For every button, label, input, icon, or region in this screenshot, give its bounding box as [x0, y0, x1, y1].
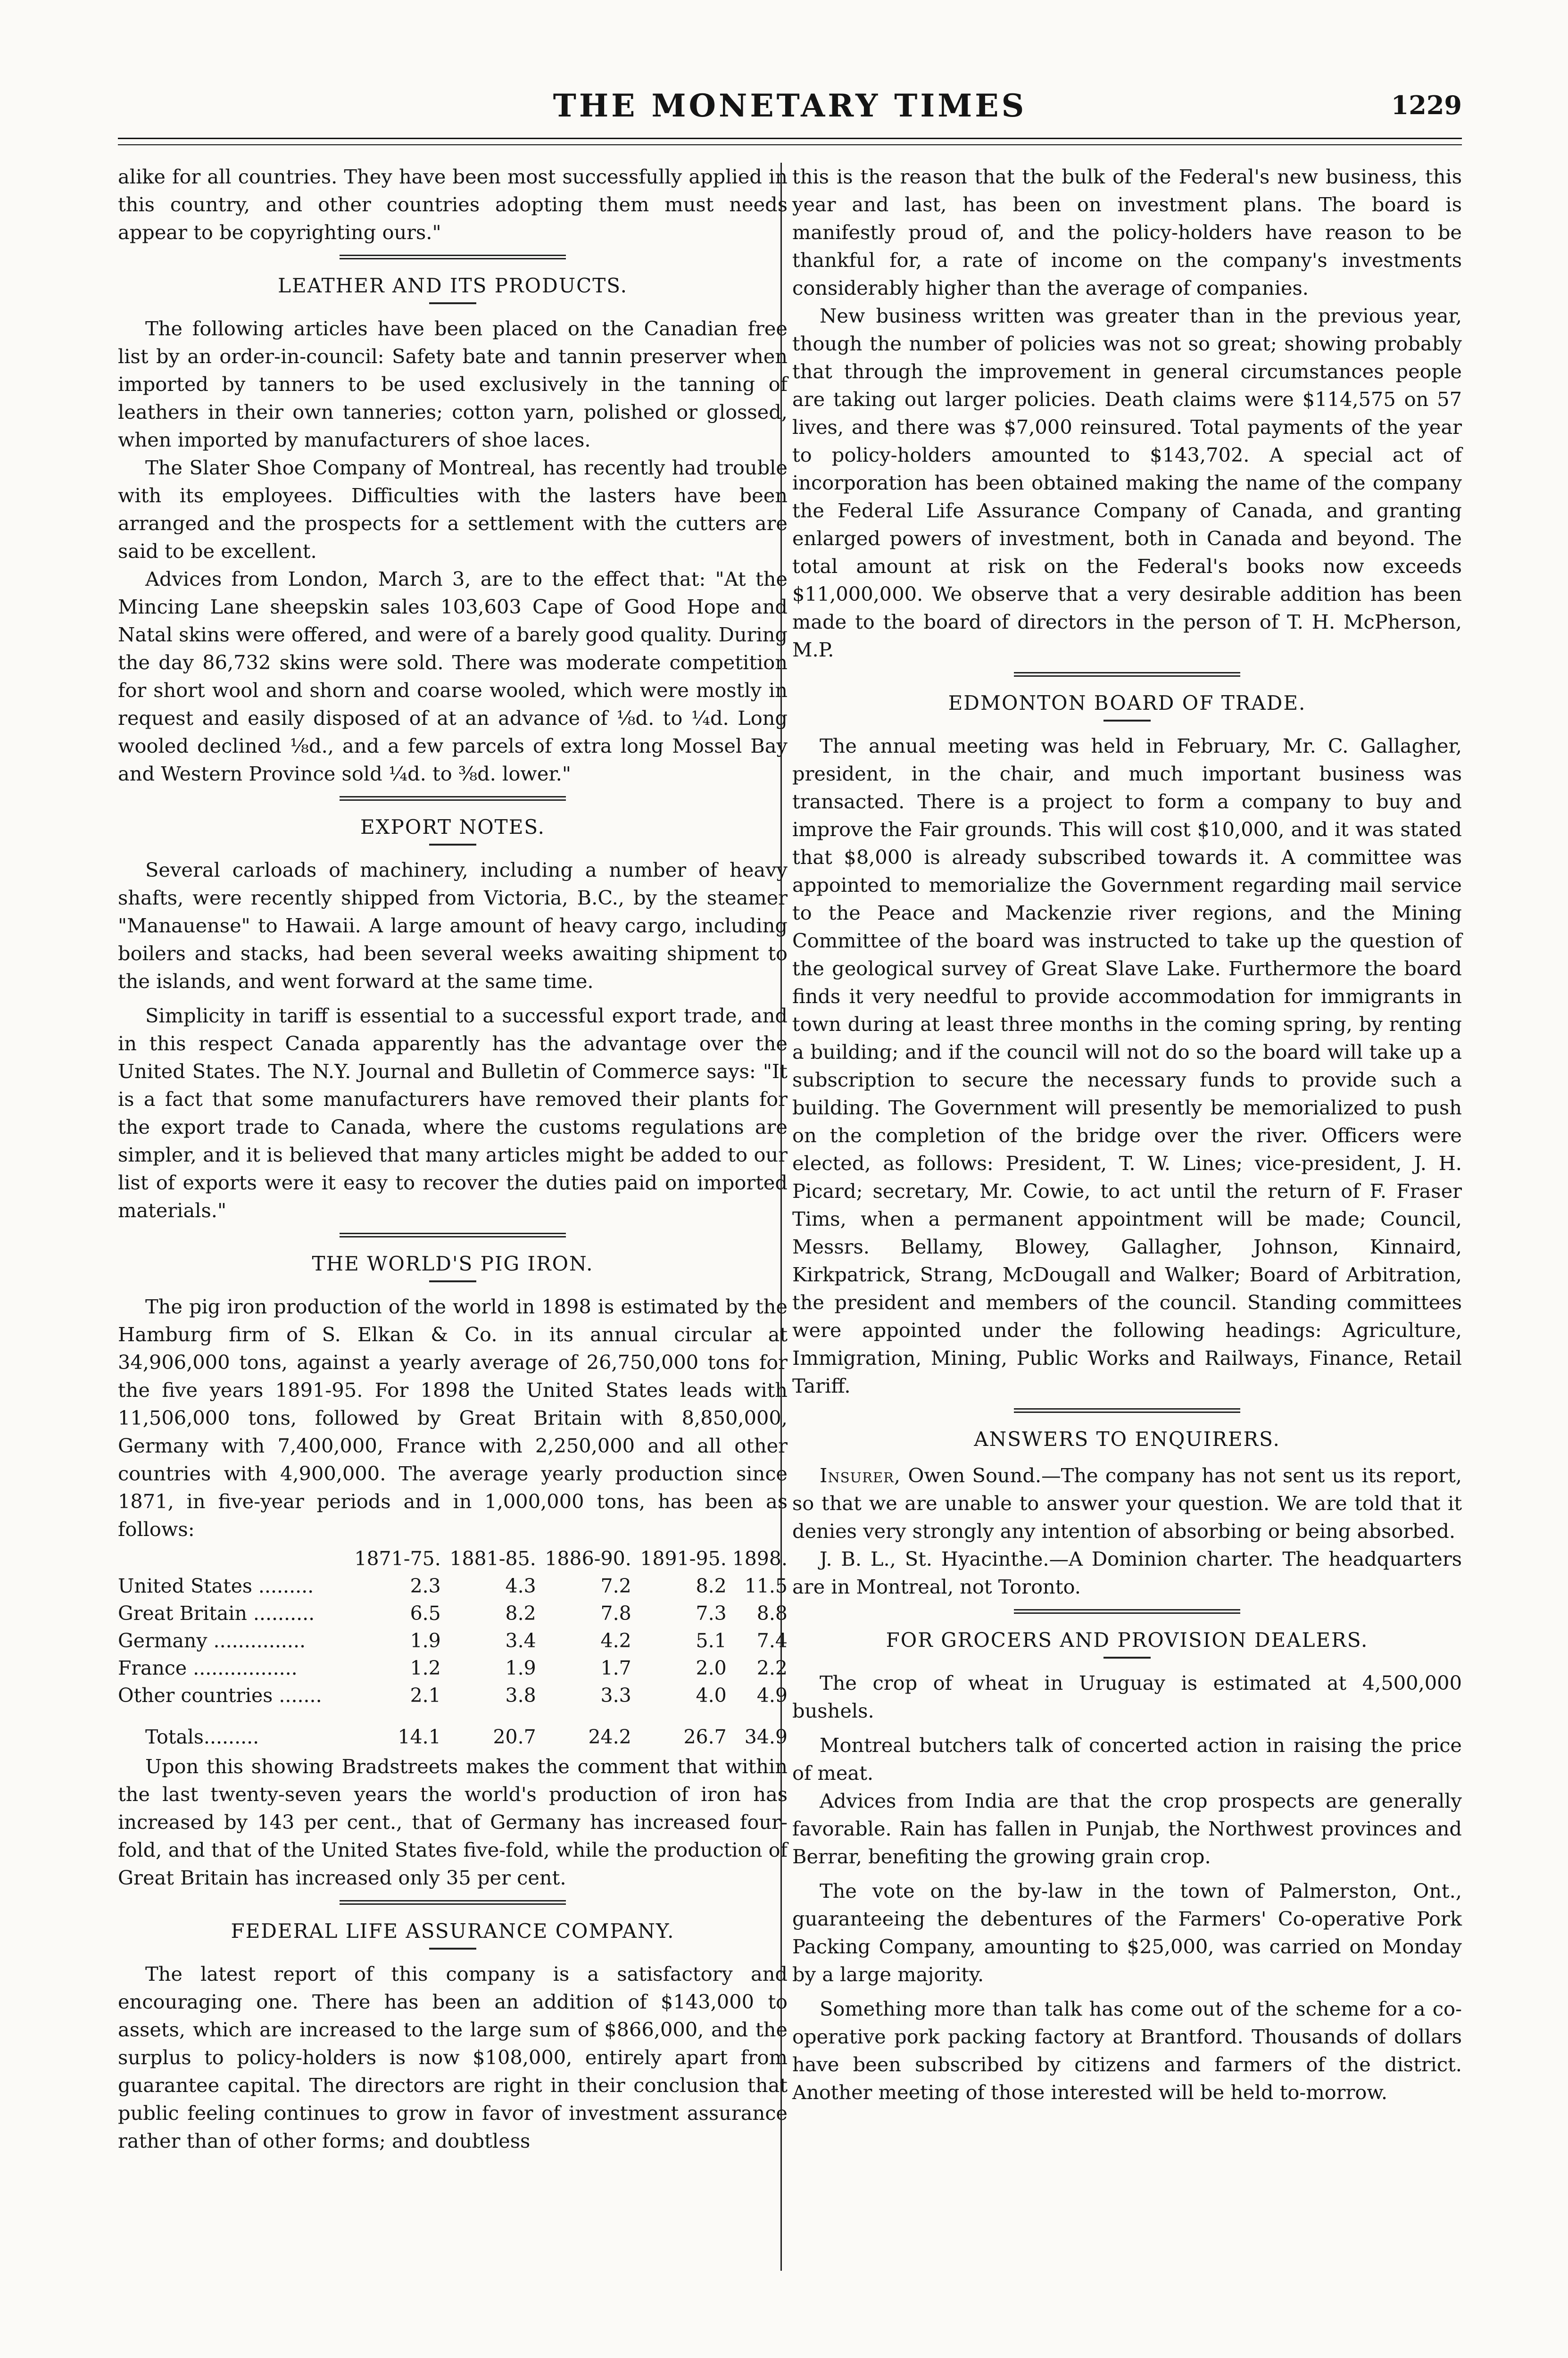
paragraph: The following articles have been placed on the Canadian free list by an order-in-council: Safety bate and tannin preserver when imported by tanners to be used exclusively in the tanning of leathers in their own tanneries; cotton yarn, polished or glossed, when imported by manufacturers of shoe laces. [118, 317, 788, 451]
table-cell: 7.4 [756, 1629, 788, 1652]
table-cell: 2.2 [756, 1657, 788, 1679]
table-cell: 14.1 [398, 1726, 441, 1748]
paragraph: Something more than talk has come out of the scheme for a co-operative pork packing factory at Brantford. Thousands of dollars have been subscribed by citizens and farmers of the district. Another meeting of those interested will be held to-morrow. [792, 1997, 1462, 2104]
table-cell: 8.8 [756, 1602, 788, 1625]
paragraph: The latest report of this company is a satisfactory and encouraging one. There has been an addition of $143,000 to assets, which are increased to the large sum of $866,000, and the surplus to policy-holders is now $108,000, entirely apart from guarantee capital. The directors are right in their conclusion that public feeling continues to grow in favor of investment assurance rather than of other forms; and doubtless [118, 1962, 788, 2152]
enquirer-name: Insurer, [820, 1464, 901, 1487]
table-cell: 3.4 [505, 1629, 536, 1652]
table-row [118, 1572, 788, 1600]
page-number: 1229 [1391, 90, 1462, 120]
paragraph: The Slater Shoe Company of Montreal, has recently had trouble with its employees. Difficulties with the lasters have been arranged and the prospects for a settlement with the cutters are said to be excellent. [118, 456, 788, 563]
table-cell: 34.9 [744, 1726, 788, 1748]
table-cell: 3.3 [600, 1684, 631, 1707]
right-column [792, 163, 1462, 2106]
section-heading-export: EXPORT NOTES. [360, 815, 545, 839]
column-header: 1886-90. [545, 1547, 631, 1570]
paragraph: Montreal butchers talk of concerted action in raising the price of meat. [792, 1734, 1462, 1785]
paragraph: The crop of wheat in Uruguay is estimated at 4,500,000 bushels. [792, 1671, 1462, 1722]
row-label: Totals......... [145, 1726, 259, 1748]
table-cell: 1.9 [410, 1629, 441, 1652]
column-header: 1871-75. [354, 1547, 441, 1570]
table-row [118, 1627, 788, 1654]
row-label: United States ......... [118, 1575, 314, 1597]
section-heading-edmonton: EDMONTON BOARD OF TRADE. [948, 691, 1306, 714]
section-heading-federal: FEDERAL LIFE ASSURANCE COMPANY. [231, 1919, 675, 1943]
section-heading-grocers: FOR GROCERS AND PROVISION DEALERS. [886, 1628, 1369, 1652]
heading-dash [1103, 720, 1151, 722]
table-row [118, 1654, 788, 1682]
table-cell: 11.5 [744, 1575, 788, 1597]
row-label: Germany ............... [118, 1629, 306, 1652]
section-separator [1014, 1408, 1240, 1413]
heading-dash [429, 1948, 476, 1950]
paragraph: Insurer, Owen Sound.—The company has not sent us its report, so that we are unable to answer your question. We are told that it denies very strongly any intention of absorbing or being absorbed. [792, 1464, 1462, 1543]
paragraph: Upon this showing Bradstreets makes the comment that within the last twenty-seven years the world's production of iron has increased by 143 per cent., that of Germany has increased four-fold, and that of the United States five-fold, while the production of Great Britain has increased only 35 per cent. [118, 1755, 788, 1889]
column-header: 1881-85. [449, 1547, 536, 1570]
header-rule-bottom [118, 144, 1462, 145]
table-row [118, 1682, 788, 1709]
section-separator [1014, 672, 1240, 677]
heading-dash [429, 1280, 476, 1282]
table-cell: 20.7 [493, 1726, 536, 1748]
table-cell: 4.9 [756, 1684, 788, 1707]
table-cell: 6.5 [410, 1602, 441, 1625]
section-separator [1014, 1609, 1240, 1614]
table-cell: 24.2 [588, 1726, 631, 1748]
paragraph: The pig iron production of the world in 1898 is estimated by the Hamburg firm of S. Elkan & Co. in its annual circular at 34,906,000 tons, against a yearly average of 26,750,000 tons for the five years 1891-95. For 1898 the United States leads with 11,506,000 tons, followed by Great Britain with 8,850,000, Germany with 7,400,000, France with 2,250,000 and all other countries with 4,900,000. The average yearly production since 1871, in five-year periods and in 1,000,000 tons, has been as follows: [118, 1295, 788, 1541]
paragraph: The vote on the by-law in the town of Palmerston, Ont., guaranteeing the debentures of the Farmers' Co-operative Pork Packing Company, amounting to $25,000, was carried on Monday by a large majority. [792, 1879, 1462, 1986]
paragraph: J. B. L., St. Hyacinthe.—A Dominion charter. The headquarters are in Montreal, not Toronto. [792, 1547, 1462, 1598]
table-row [118, 1600, 788, 1627]
page-header [118, 87, 1462, 125]
section-heading-answers: ANSWERS TO ENQUIRERS. [974, 1428, 1280, 1451]
article-continuation: alike for all countries. They have been most successfully applied in this country, and other countries adopting them must needs appear to be copyrighting ours." [118, 165, 788, 244]
row-label: Great Britain .......... [118, 1602, 315, 1625]
heading-dash [1103, 1657, 1151, 1659]
table-cell: 8.2 [696, 1575, 727, 1597]
table-cell: 1.7 [600, 1657, 631, 1679]
heading-dash [429, 302, 476, 304]
table-header-row [118, 1545, 788, 1572]
table-cell: 2.0 [696, 1657, 727, 1679]
heading-dash [429, 844, 476, 846]
column-header: 1891-95. [640, 1547, 727, 1570]
table-cell: 4.2 [600, 1629, 631, 1652]
article-continuation: this is the reason that the bulk of the Federal's new business, this year and last, has been on investment plans. The board is manifestly proud of, and the policy-holders have reason to be thankful for, a rate of income on the company's investments considerably higher than the average of companies. [792, 165, 1462, 299]
table-cell: 3.8 [505, 1684, 536, 1707]
table-cell: 2.1 [410, 1684, 441, 1707]
pig-iron-table [118, 1545, 788, 1751]
table-cell: 1.9 [505, 1657, 536, 1679]
table-cell: 7.2 [600, 1575, 631, 1597]
table-cell: 8.2 [505, 1602, 536, 1625]
paragraph: Simplicity in tariff is essential to a successful export trade, and in this respect Canada apparently has the advantage over the United States. The N.Y. Journal and Bulletin of Commerce says: "It is a fact that some manufacturers have removed their plants for the export trade to Canada, where the customs regulations are simpler, and it is believed that many articles might be added to our list of exports were it easy to recover the duties paid on imported materials." [118, 1004, 788, 1222]
paragraph: Advices from India are that the crop prospects are generally favorable. Rain has fallen in Punjab, the Northwest provinces and Berrar, benefiting the growing grain crop. [792, 1789, 1462, 1868]
masthead-title: THE MONETARY TIMES [553, 87, 1027, 124]
section-separator [340, 1233, 566, 1237]
paragraph: The annual meeting was held in February, Mr. C. Gallagher, president, in the chair, and much important business was transacted. There is a project to form a company to buy and improve the Fair grounds. This will cost $10,000, and it was stated that $8,000 is already subscribed towards it. A committee was appointed to memorialize the Government regarding mail service to the Peace and Mackenzie river regions, and the Mining Committee of the board was instructed to take up the question of the geological survey of Great Slave Lake. Furthermore the board finds it very needful to provide accommodation for immigrants in town during at least three months in the coming spring, by renting a building; and if the council will not do so the board will take up a subscription to secure the necessary funds to provide such a building. The Government will presently be memorialized to push on the completion of the bridge over the river. Officers were elected, as follows: President, T. W. Lines; vice-president, J. H. Picard; secretary, Mr. Cowie, to act until the return of F. Fraser Tims, when a permanent appointment will be made; Council, Messrs. Bellamy, Blowey, Gallagher, Johnson, Kinnaird, Kirkpatrick, Strang, McDougall and Walker; Board of Arbitration, the president and members of the council. Standing committees were appointed under the following headings: Agriculture, Immigration, Mining, Public Works and Railways, Finance, Retail Tariff. [792, 734, 1462, 1397]
table-cell: 7.8 [600, 1602, 631, 1625]
table-cell: 4.0 [696, 1684, 727, 1707]
section-separator [340, 1900, 566, 1905]
table-cell: 7.3 [696, 1602, 727, 1625]
paragraph: Advices from London, March 3, are to the effect that: "At the Mincing Lane sheepskin sales 103,603 Cape of Good Hope and Natal skins were offered, and were of a barely good quality. During the day 86,732 skins were sold. There was moderate competition for short wool and shorn and coarse wooled, which were mostly in request and easily disposed of at an advance of ⅛d. to ¼d. Long wooled declined ⅛d., and a few parcels of extra long Mossel Bay and Western Province sold ¼d. to ⅜d. lower." [118, 567, 788, 785]
table-cell: 1.2 [410, 1657, 441, 1679]
row-label: Other countries ....... [118, 1684, 322, 1707]
table-cell: 5.1 [696, 1629, 727, 1652]
table-cell: 26.7 [683, 1726, 727, 1748]
table-cell: 4.3 [505, 1575, 536, 1597]
section-heading-pig-iron: THE WORLD'S PIG IRON. [312, 1252, 594, 1275]
paragraph: Several carloads of machinery, including a number of heavy shafts, were recently shipped from Victoria, B.C., by the steamer "Manauense" to Hawaii. A large amount of heavy cargo, including boilers and stacks, had been several weeks awaiting shipment to the islands, and went forward at the same time. [118, 858, 788, 993]
paragraph: New business written was greater than in the previous year, though the number of policies was not so great; showing probably that through the improvement in general circumstances people are taking out larger policies. Death claims were $114,575 on 57 lives, and there was $7,000 reinsured. Total payments of the year to policy-holders amounted to $143,702. A special act of incorporation has been obtained making the name of the company the Federal Life Assurance Company of Canada, and granting enlarged powers of investment, both in Canada and beyond. The total amount at risk on the Federal's books now exceeds $11,000,000. We observe that a very desirable addition has been made to the board of directors in the person of T. H. McPherson, M.P. [792, 304, 1462, 661]
section-heading-leather: LEATHER AND ITS PRODUCTS. [278, 274, 628, 297]
header-rule-top [118, 138, 1462, 139]
table-cell: 2.3 [410, 1575, 441, 1597]
left-column [118, 163, 788, 2155]
section-separator [340, 255, 566, 259]
table-totals-row [118, 1709, 788, 1751]
column-header: 1898. [732, 1547, 788, 1570]
section-separator [340, 796, 566, 801]
row-label: France ................. [118, 1657, 298, 1679]
